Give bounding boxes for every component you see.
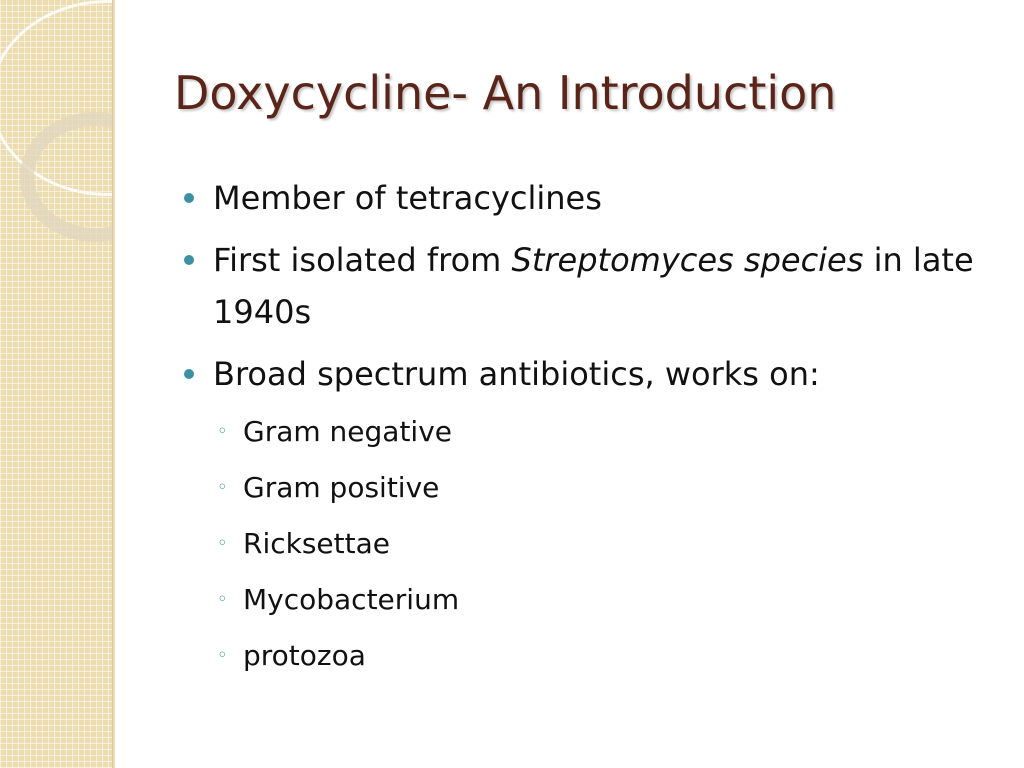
sub-bullet-text: Gram positive <box>243 471 440 504</box>
side-band-edge <box>112 0 115 768</box>
sub-bullet-item <box>213 404 984 460</box>
bullet-item <box>184 234 984 338</box>
bullet-dot-icon <box>184 193 194 203</box>
bullet-text: Member of tetracyclines <box>213 179 602 217</box>
bullet-text-end: in late 1940s <box>213 241 974 331</box>
sub-bullet-text: Mycobacterium <box>243 583 460 616</box>
bullet-text: Broad spectrum antibiotics, works on: <box>213 355 820 393</box>
sub-bullet-list <box>213 404 984 684</box>
sub-bullet-text: Ricksettae <box>243 527 390 560</box>
hollow-circle-icon: ◦ <box>217 589 228 610</box>
sub-bullet-item <box>213 628 984 684</box>
bullet-list <box>184 172 984 694</box>
bullet-text-italic: Streptomyces species <box>511 241 864 279</box>
slide-title: Doxycycline- An Introduction <box>174 66 837 120</box>
hollow-circle-icon: ◦ <box>217 533 228 554</box>
sub-bullet-text: Gram negative <box>243 415 453 448</box>
bullet-text-start: First isolated from <box>213 241 512 279</box>
hollow-circle-icon: ◦ <box>217 645 228 666</box>
sub-bullet-item <box>213 572 984 628</box>
sub-bullet-item <box>213 516 984 572</box>
bullet-item <box>184 172 984 224</box>
sub-bullet-item <box>213 460 984 516</box>
sub-bullet-text: protozoa <box>243 639 366 672</box>
hollow-circle-icon: ◦ <box>217 421 228 442</box>
bullet-item <box>184 348 984 684</box>
decorative-side-band <box>0 0 112 768</box>
bullet-dot-icon <box>184 255 194 265</box>
hollow-circle-icon: ◦ <box>217 477 228 498</box>
bullet-dot-icon <box>184 369 194 379</box>
